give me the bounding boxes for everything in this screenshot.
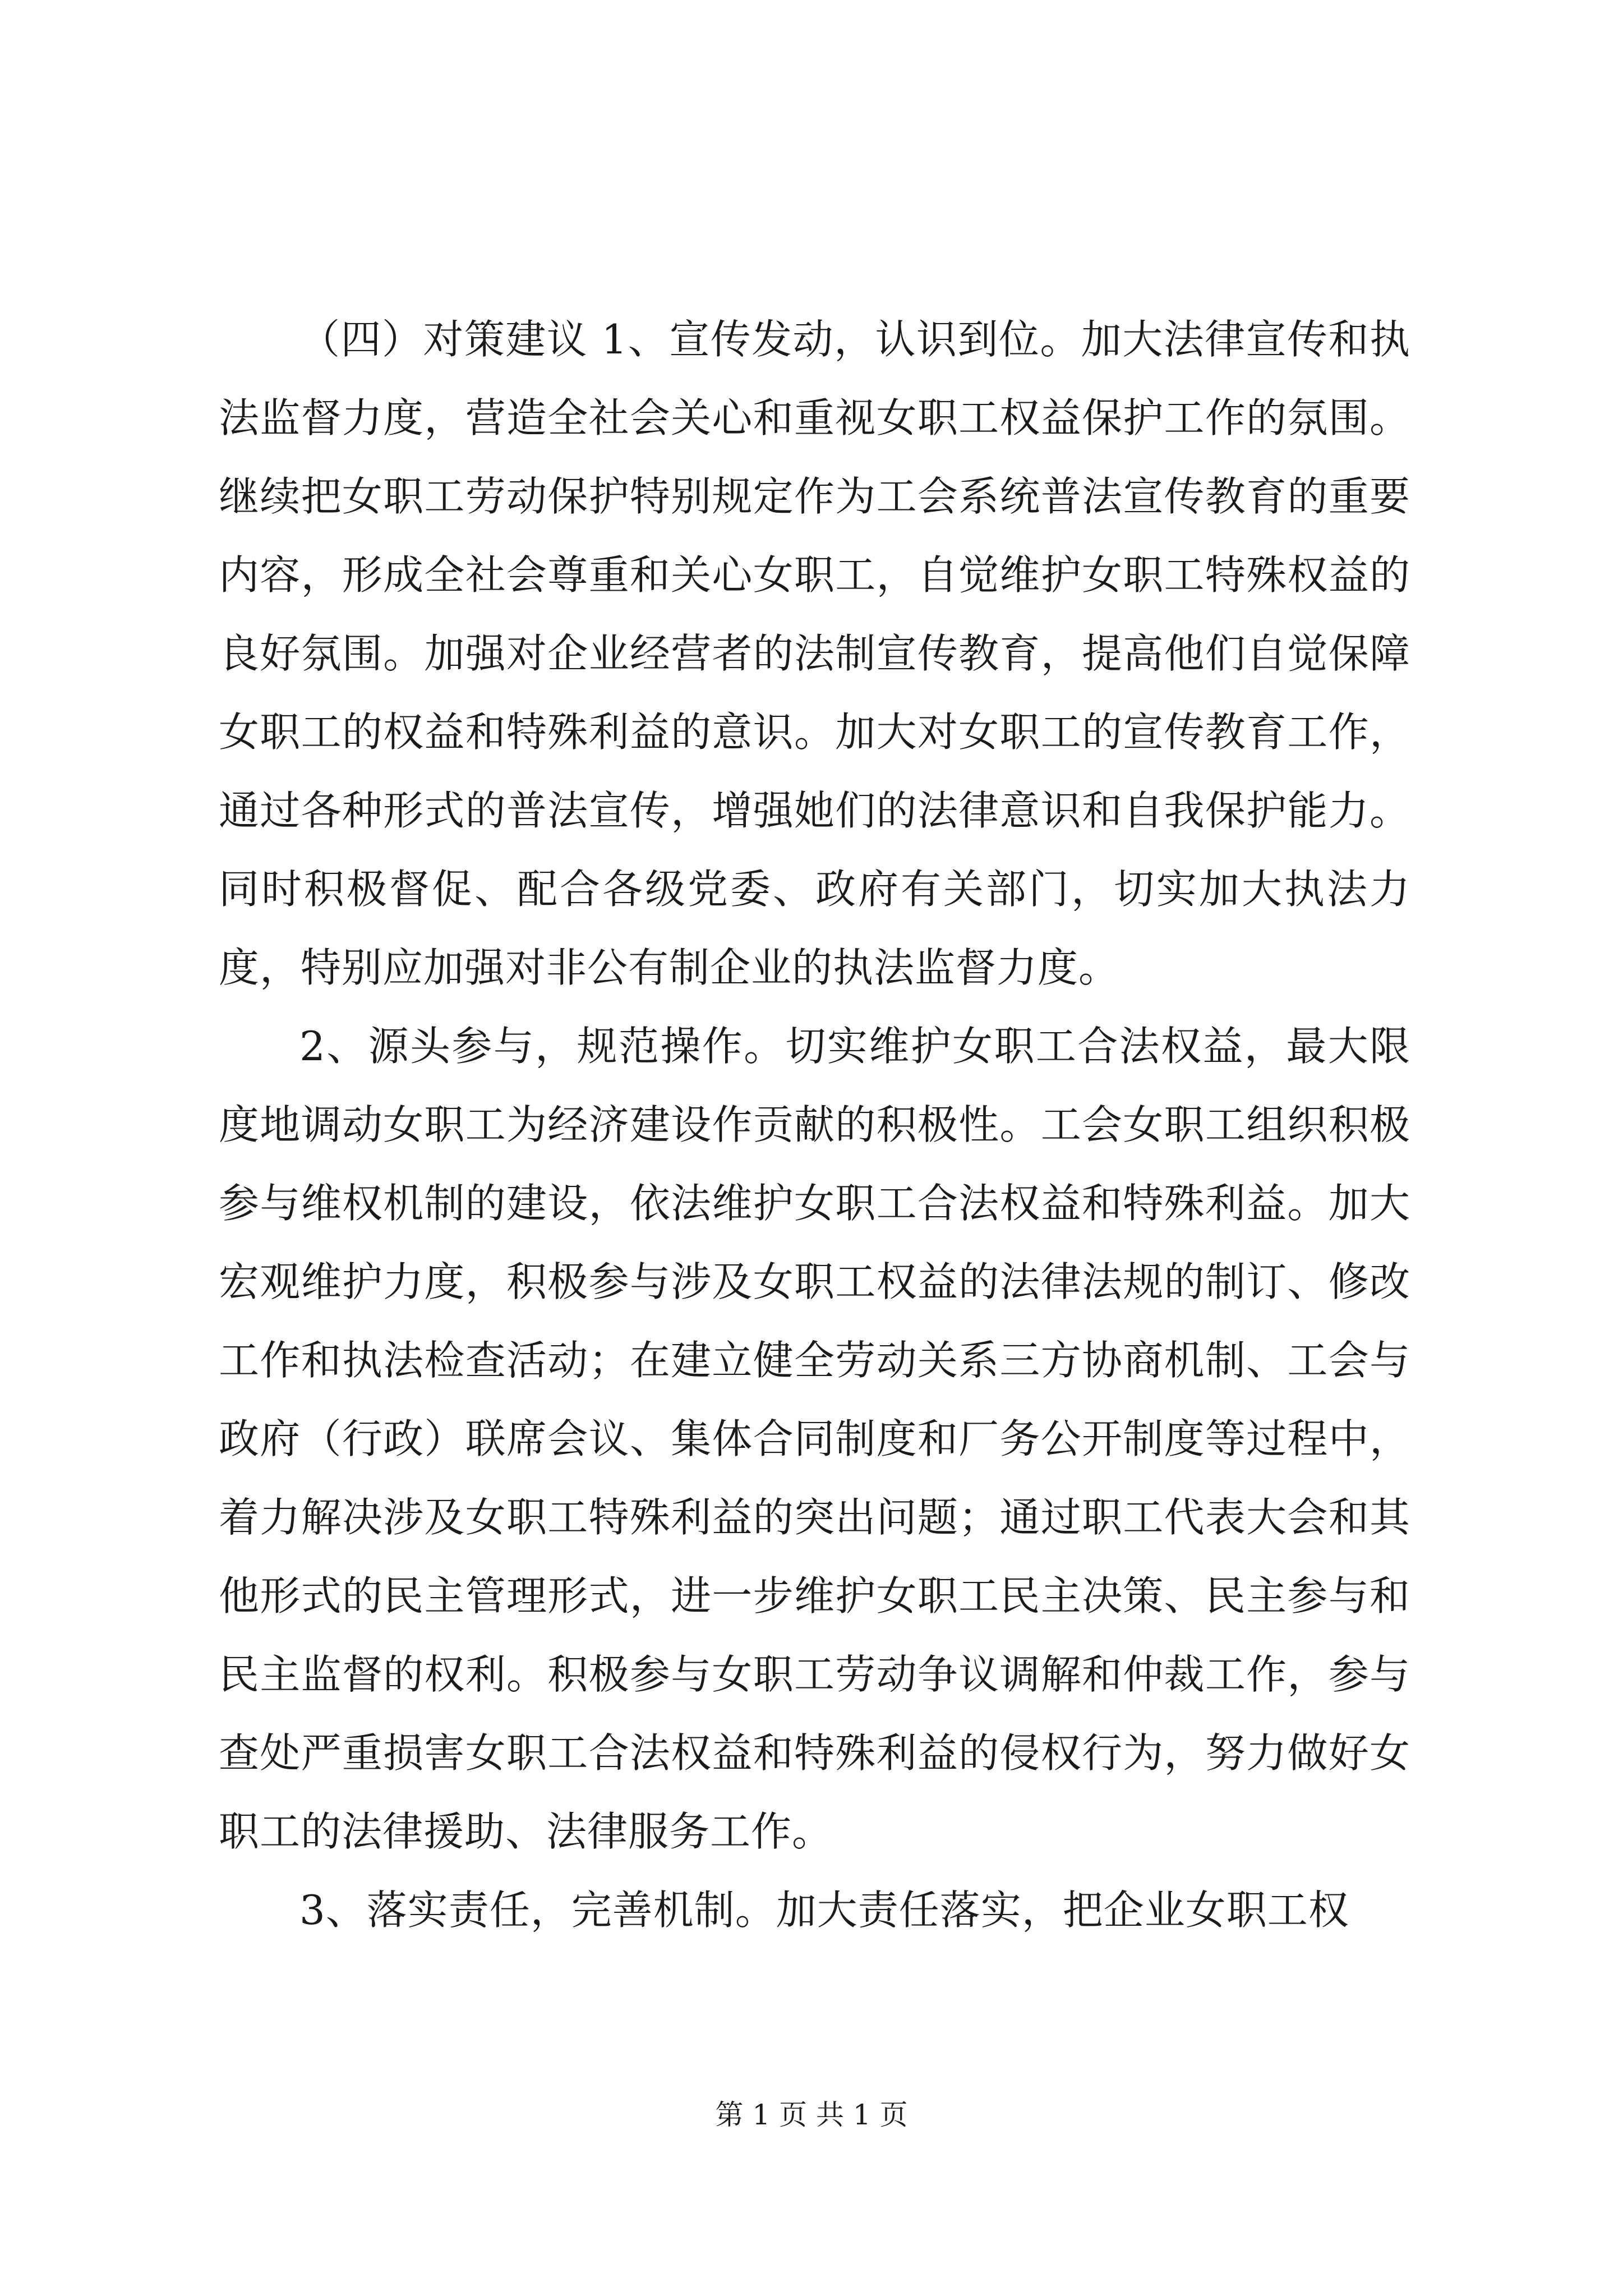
document-body (219, 300, 1410, 1949)
paragraph-implement-responsibility: 3、落实责任，完善机制。加大责任落实，把企业女职工权 (299, 1887, 1349, 1934)
paragraph-source-participation: 2、源头参与，规范操作。切实维护女职工合法权益，最大限度地调动女职工为经济建设作贡献的积极性。工会女职工组织积极参与维权机制的建设，依法维护女职工合法权益和特殊利益。加大宏观维护力度，积极参与涉及女职工权益的法律法规的制订、修改工作和执法检查活动；在建立健全劳动关系三方协商机制、工会与政府（行政）联席会议、集体合同制度和厂务公开制度等过程中，着力解决涉及女职工特殊利益的突出问题；通过职工代表大会和其他形式的民主管理形式，进一步维护女职工民主决策、民主参与和民主监督的权利。积极参与女职工劳动争议调解和仲裁工作，参与查处严重损害女职工合法权益和特殊利益的侵权行为，努力做好女职工的法律援助、法律服务工作。 (219, 1023, 1410, 1855)
paragraph-countermeasures-publicity: （四）对策建议 1、宣传发动，认识到位。加大法律宣传和执法监督力度，营造全社会关心和重视女职工权益保护工作的氛围。继续把女职工劳动保护特别规定作为工会系统普法宣传教育的重要内容，形成全社会尊重和关心女职工，自觉维护女职工特殊权益的良好氛围。加强对企业经营者的法制宣传教育，提高他们自觉保障女职工的权益和特殊利益的意识。加大对女职工的宣传教育工作，通过各种形式的普法宣传，增强她们的法律意识和自我保护能力。同时积极督促、配合各级党委、政府有关部门，切实加大执法力度，特别应加强对非公有制企业的执法监督力度。 (219, 316, 1410, 991)
page-number-footer: 第 1 页 共 1 页 (715, 2099, 908, 2131)
